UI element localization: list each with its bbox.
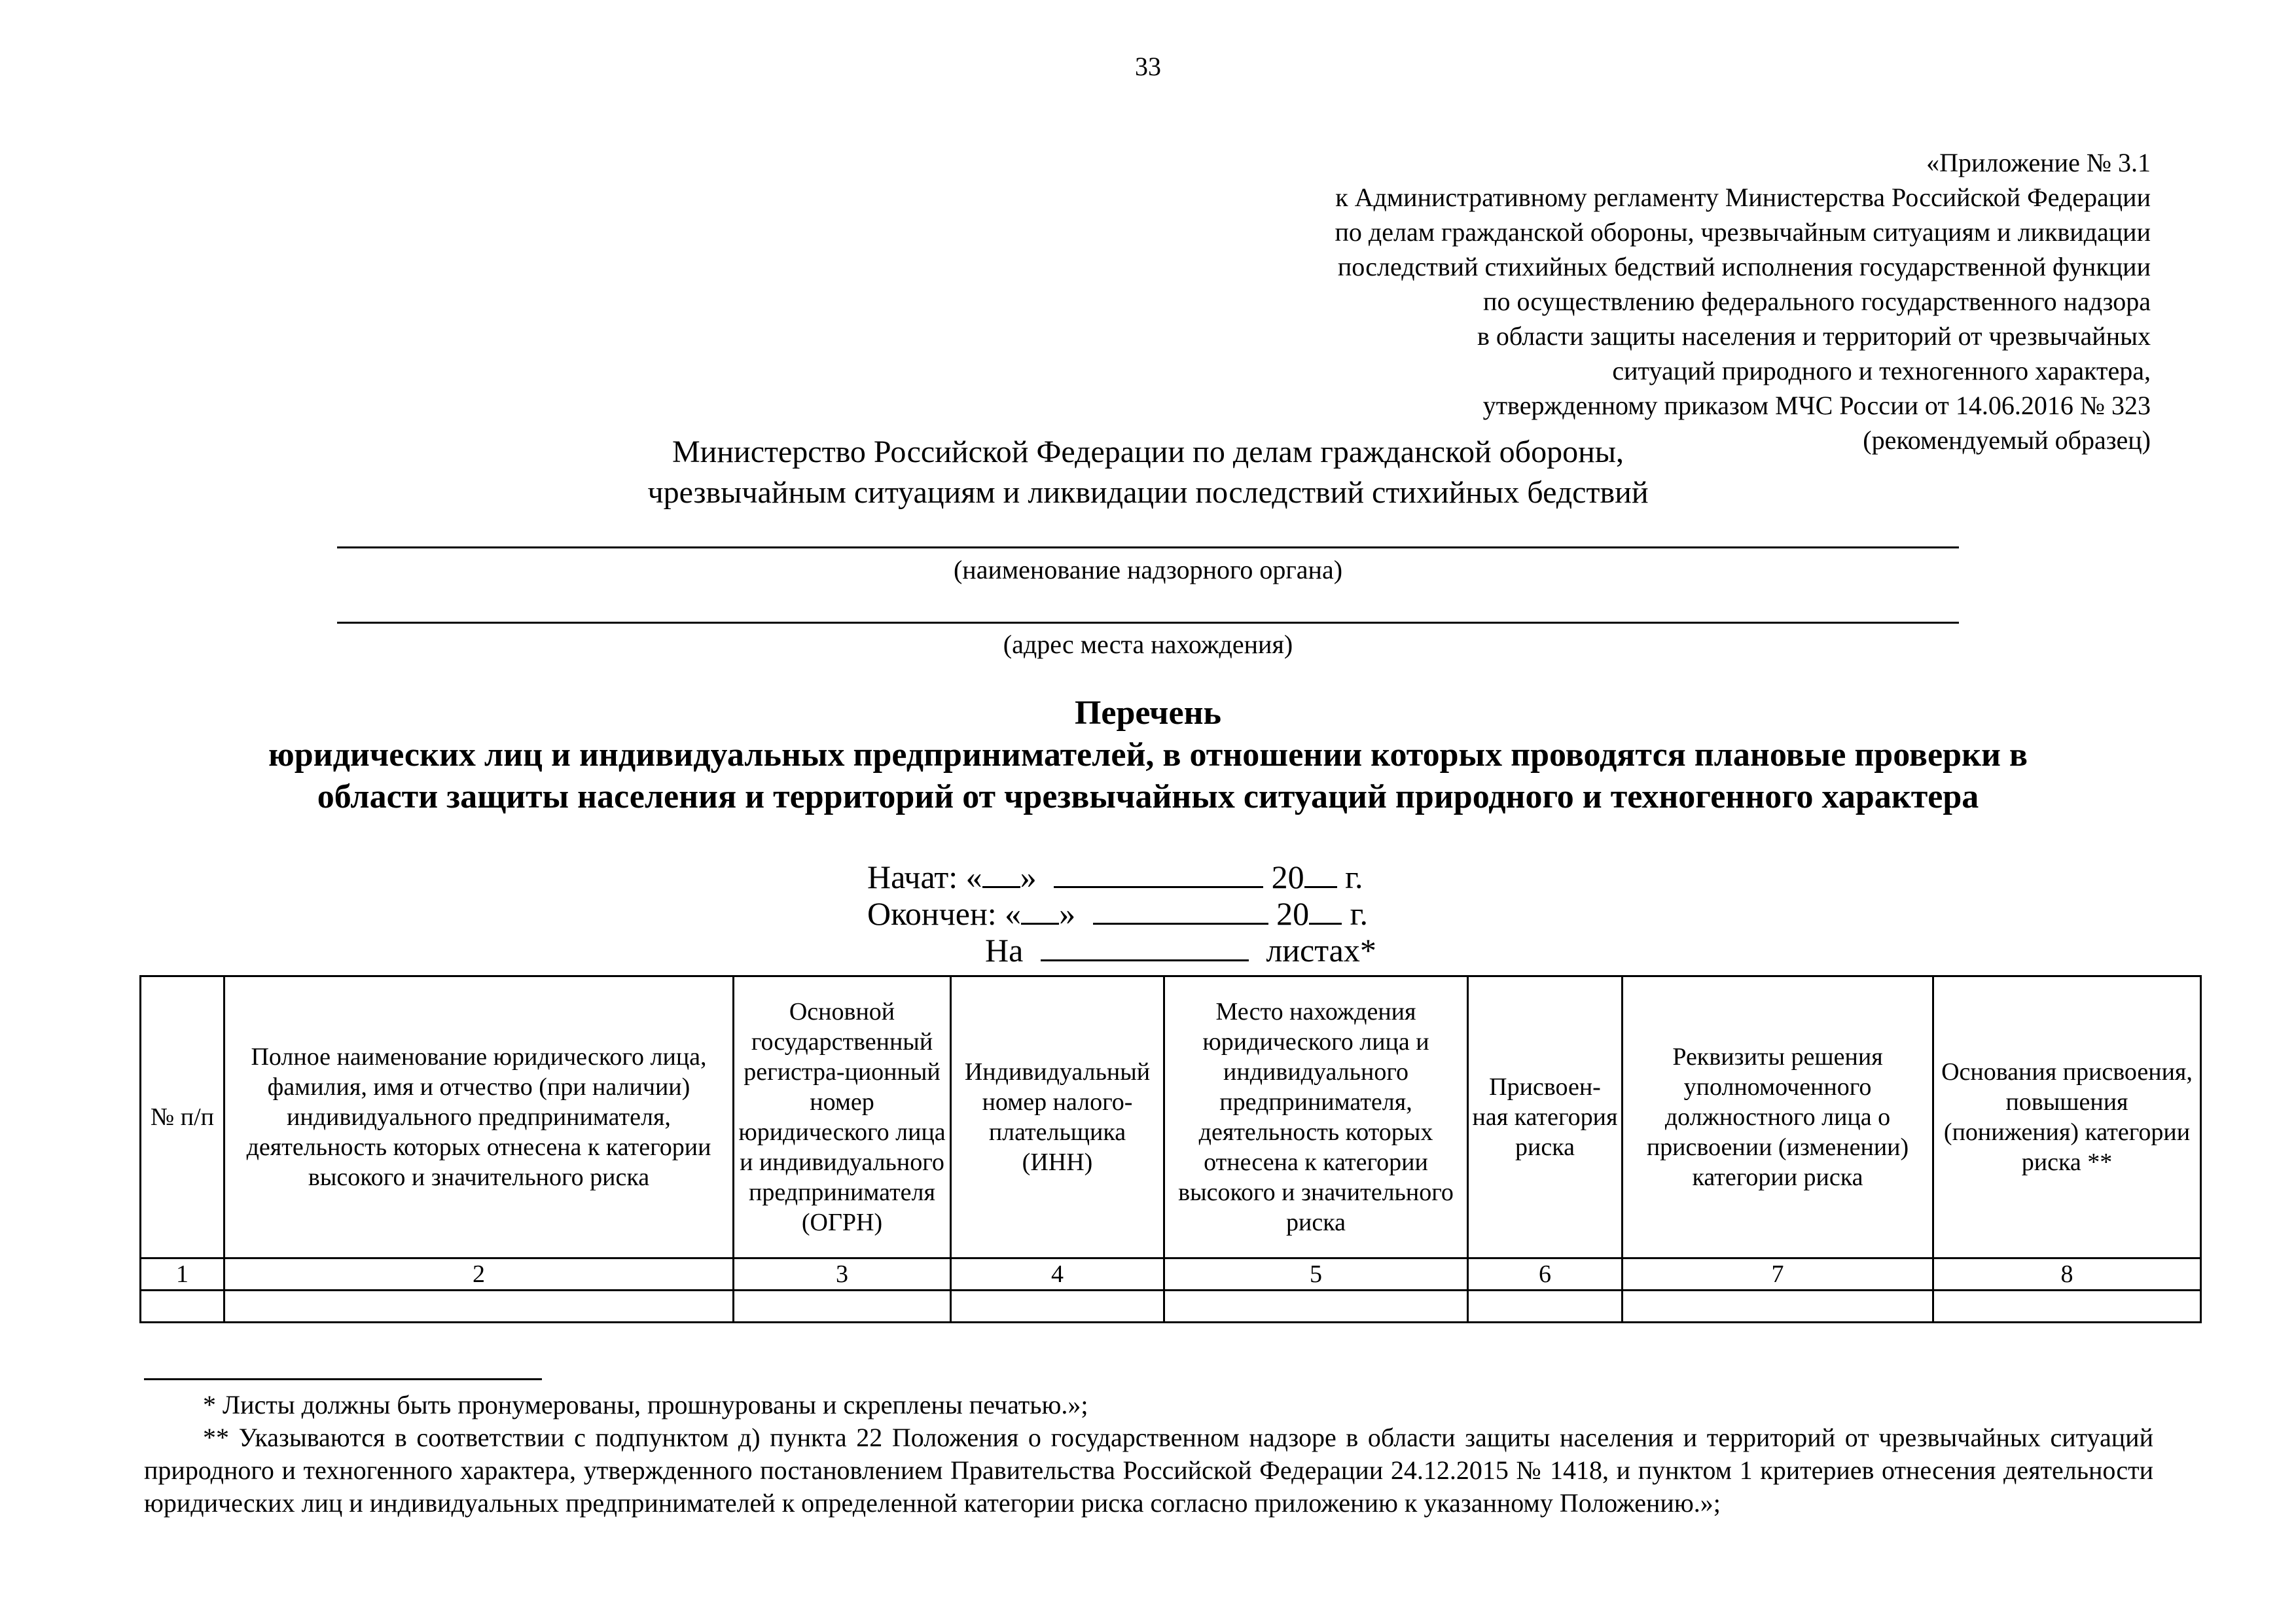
address-caption: (адрес места нахождения): [1003, 630, 1293, 659]
column-number: 1: [141, 1258, 224, 1291]
header-decision-details: Реквизиты решения уполномоченного должностного лица о присвоении (изменении) категории риска: [1623, 976, 1933, 1258]
title-line-1: Перечень: [1074, 694, 1222, 732]
title-line-2: юридических лиц и индивидуальных предпринимателей, в отношении которых проводятся плановые проверки в: [268, 736, 2028, 774]
appendix-line: утвержденному приказом МЧС России от 14.06.2016 № 323: [1482, 391, 2151, 420]
year-blank: [1309, 894, 1342, 925]
page-number: 33: [1135, 52, 1161, 81]
footnotes: [144, 1389, 2153, 1520]
table-row: [141, 1291, 2201, 1323]
header-full-name: Полное наименование юридического лица, фамилия, имя и отчество (при наличии) индивидуального предпринимателя, деятельность которых отнесена к категории высокого и значительного риска: [224, 976, 734, 1258]
table-cell: [224, 1291, 734, 1323]
authority-caption: (наименование надзорного органа): [953, 555, 1343, 584]
day-blank: [982, 857, 1020, 888]
authority-blank-line: [337, 546, 1959, 548]
table-cell: [1468, 1291, 1623, 1323]
table-cell: [734, 1291, 951, 1323]
column-number: 7: [1623, 1258, 1933, 1291]
header-row-number: № п/п: [141, 976, 224, 1258]
appendix-line: по делам гражданской обороны, чрезвычайным ситуациям и ликвидации: [1335, 217, 2151, 247]
appendix-line: (рекомендуемый образец): [1863, 425, 2151, 455]
address-blank-line: [337, 622, 1959, 624]
year-blank: [1304, 857, 1337, 888]
appendix-line: «Приложение № 3.1: [1926, 148, 2151, 177]
appendix-reference: [1103, 145, 2151, 457]
started-date-line: Начат: « » 20 г.: [867, 859, 1363, 895]
header-risk-category: Присвоен-ная категория риска: [1468, 976, 1623, 1258]
sheets-count-line: На листах*: [985, 932, 1376, 969]
table-row: [141, 1258, 2201, 1291]
footnote-1: * Листы должны быть пронумерованы, прошнурованы и скреплены печатью.»;: [203, 1390, 1088, 1419]
registry-table: [139, 975, 2202, 1323]
ministry-line-1: Министерство Российской Федерации по делам гражданской обороны,: [672, 435, 1624, 469]
ended-date-line: Окончен: « » 20 г.: [867, 895, 1368, 932]
footnote-2: ** Указываются в соответствии с подпунктом д) пункта 22 Положения о государственном надзоре в области защиты населения и территорий от чрезвычайных ситуаций природного и техногенного характера, утвержденного постановлением Правительства Российской Федерации 24.12.2015 № 1418, и пунктом 1 критериев отнесения деятельности юридических лиц и индивидуальных предпринимателей к определенной категории риска согласно приложению к указанному Положению.»;: [144, 1423, 2153, 1518]
appendix-line: к Административному регламенту Министерства Российской Федерации: [1335, 183, 2151, 212]
month-blank: [1054, 857, 1263, 888]
header-ogrn: Основной государственный регистра-ционный номер юридического лица и индивидуального предпринимателя (ОГРН): [734, 976, 951, 1258]
table-cell: [1623, 1291, 1933, 1323]
column-number: 8: [1933, 1258, 2201, 1291]
appendix-line: последствий стихийных бедствий исполнения государственной функции: [1337, 252, 2151, 281]
ministry-name: [0, 432, 2296, 513]
month-blank: [1093, 894, 1268, 925]
header-inn: Индивидуальный номер налого-плательщика (ИНН): [951, 976, 1164, 1258]
title-line-3: области защиты населения и территорий от чрезвычайных ситуаций природного и техногенного характера: [317, 778, 1979, 815]
column-number: 5: [1164, 1258, 1468, 1291]
document-title: [0, 692, 2296, 818]
appendix-line: ситуаций природного и техногенного характера,: [1612, 356, 2151, 385]
table-cell: [141, 1291, 224, 1323]
sheets-blank: [1041, 931, 1249, 961]
appendix-line: в области защиты населения и территорий от чрезвычайных: [1477, 321, 2151, 351]
day-blank: [1021, 894, 1059, 925]
table-header-row: [141, 976, 2201, 1258]
column-number: 4: [951, 1258, 1164, 1291]
table-cell: [1164, 1291, 1468, 1323]
header-grounds: Основания присвоения, повышения (понижения) категории риска **: [1933, 976, 2201, 1258]
column-number: 6: [1468, 1258, 1623, 1291]
appendix-line: по осуществлению федерального государственного надзора: [1483, 287, 2151, 316]
footnote-separator: [144, 1378, 542, 1380]
column-number: 2: [224, 1258, 734, 1291]
header-location: Место нахождения юридического лица и индивидуального предпринимателя, деятельность которых отнесена к категории высокого и значительного риска: [1164, 976, 1468, 1258]
column-number: 3: [734, 1258, 951, 1291]
table-cell: [1933, 1291, 2201, 1323]
table-cell: [951, 1291, 1164, 1323]
ministry-line-2: чрезвычайным ситуациям и ликвидации последствий стихийных бедствий: [647, 475, 1649, 510]
